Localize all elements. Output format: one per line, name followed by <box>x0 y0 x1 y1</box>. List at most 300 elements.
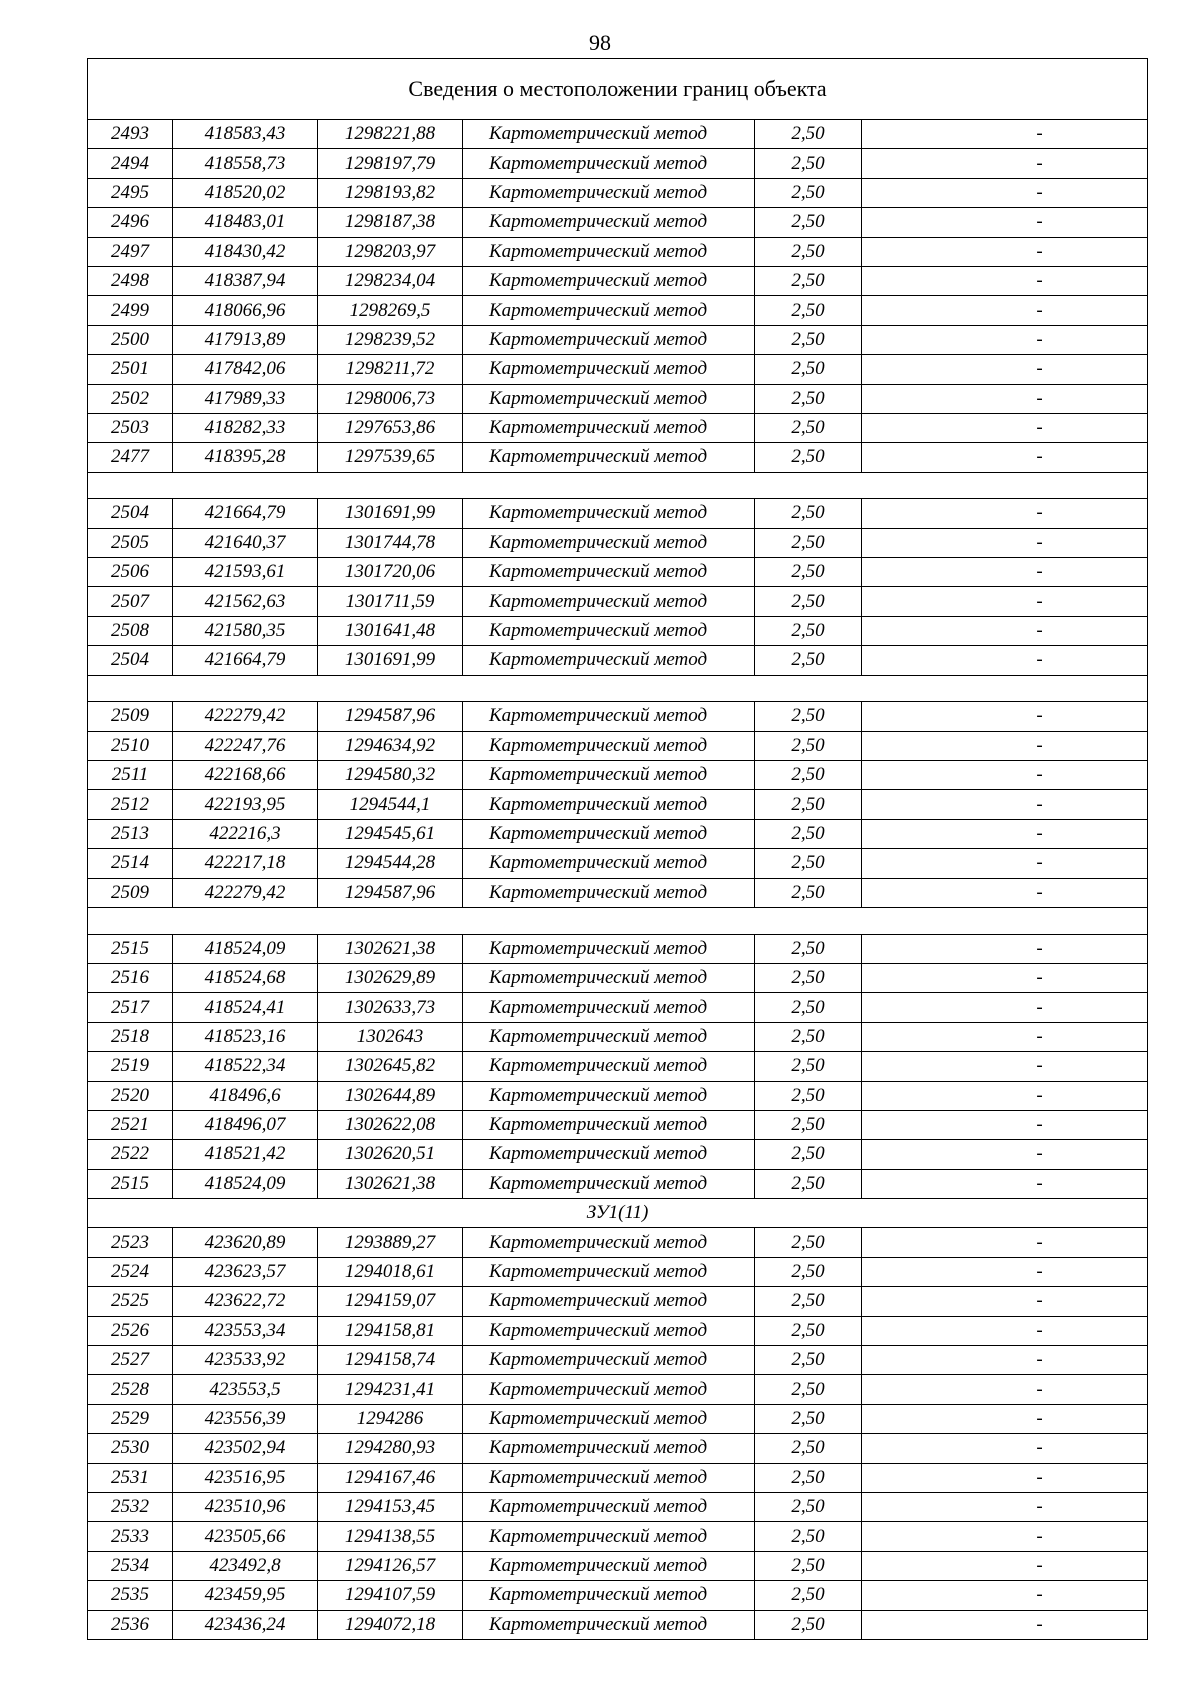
coord-y-cell: 1298187,38 <box>318 208 463 237</box>
description-cell: - <box>862 149 1148 178</box>
point-number-cell: 2522 <box>88 1140 173 1169</box>
method-cell: Картометрический метод <box>463 208 755 237</box>
coord-y-cell: 1294159,07 <box>318 1287 463 1316</box>
accuracy-cell: 2,50 <box>755 878 862 907</box>
method-cell: Картометрический метод <box>463 355 755 384</box>
table-row <box>88 499 1148 528</box>
table-row <box>88 1257 1148 1286</box>
point-number-cell: 2527 <box>88 1346 173 1375</box>
coord-x-cell: 423553,34 <box>173 1316 318 1345</box>
coord-x-cell: 423620,89 <box>173 1228 318 1257</box>
section-label: ЗУ1(11) <box>88 1199 1148 1228</box>
coord-x-cell: 418558,73 <box>173 149 318 178</box>
coord-y-cell: 1294545,61 <box>318 819 463 848</box>
coord-y-cell: 1298269,5 <box>318 296 463 325</box>
description-cell: - <box>862 499 1148 528</box>
method-cell: Картометрический метод <box>463 1022 755 1051</box>
point-number-cell: 2534 <box>88 1551 173 1580</box>
coord-y-cell: 1294158,81 <box>318 1316 463 1345</box>
accuracy-cell: 2,50 <box>755 237 862 266</box>
coord-y-cell: 1294280,93 <box>318 1434 463 1463</box>
description-cell: - <box>862 1316 1148 1345</box>
method-cell: Картометрический метод <box>463 1434 755 1463</box>
table-row <box>88 443 1148 472</box>
accuracy-cell: 2,50 <box>755 1522 862 1551</box>
method-cell: Картометрический метод <box>463 1551 755 1580</box>
accuracy-cell: 2,50 <box>755 849 862 878</box>
point-number-cell: 2533 <box>88 1522 173 1551</box>
coord-y-cell: 1297653,86 <box>318 413 463 442</box>
coord-y-cell: 1294580,32 <box>318 761 463 790</box>
coord-x-cell: 418524,09 <box>173 1169 318 1198</box>
coord-y-cell: 1298203,97 <box>318 237 463 266</box>
accuracy-cell: 2,50 <box>755 355 862 384</box>
accuracy-cell: 2,50 <box>755 587 862 616</box>
method-cell: Картометрический метод <box>463 1492 755 1521</box>
description-cell: - <box>862 528 1148 557</box>
boundary-coordinates-table <box>87 58 1148 1640</box>
table-row <box>88 1610 1148 1639</box>
coord-x-cell: 418387,94 <box>173 266 318 295</box>
coord-y-cell: 1294544,1 <box>318 790 463 819</box>
coord-x-cell: 421593,61 <box>173 558 318 587</box>
method-cell: Картометрический метод <box>463 1463 755 1492</box>
method-cell: Картометрический метод <box>463 1228 755 1257</box>
description-cell: - <box>862 1610 1148 1639</box>
coord-x-cell: 418524,41 <box>173 993 318 1022</box>
table-row <box>88 1081 1148 1110</box>
point-number-cell: 2512 <box>88 790 173 819</box>
table-row <box>88 1581 1148 1610</box>
coord-y-cell: 1302629,89 <box>318 963 463 992</box>
point-number-cell: 2504 <box>88 646 173 675</box>
accuracy-cell: 2,50 <box>755 266 862 295</box>
table-row <box>88 384 1148 413</box>
point-number-cell: 2526 <box>88 1316 173 1345</box>
table-row <box>88 413 1148 442</box>
group-separator-row <box>88 907 1148 934</box>
description-cell: - <box>862 325 1148 354</box>
point-number-cell: 2523 <box>88 1228 173 1257</box>
accuracy-cell: 2,50 <box>755 1316 862 1345</box>
description-cell: - <box>862 878 1148 907</box>
method-cell: Картометрический метод <box>463 413 755 442</box>
method-cell: Картометрический метод <box>463 558 755 587</box>
method-cell: Картометрический метод <box>463 878 755 907</box>
table-row <box>88 1052 1148 1081</box>
coord-x-cell: 418523,16 <box>173 1022 318 1051</box>
coord-x-cell: 422168,66 <box>173 761 318 790</box>
accuracy-cell: 2,50 <box>755 443 862 472</box>
method-cell: Картометрический метод <box>463 1375 755 1404</box>
description-cell: - <box>862 646 1148 675</box>
description-cell: - <box>862 587 1148 616</box>
coord-x-cell: 423533,92 <box>173 1346 318 1375</box>
point-number-cell: 2516 <box>88 963 173 992</box>
description-cell: - <box>862 1052 1148 1081</box>
table-row <box>88 1287 1148 1316</box>
group-separator-row <box>88 472 1148 499</box>
description-cell: - <box>862 702 1148 731</box>
point-number-cell: 2536 <box>88 1610 173 1639</box>
method-cell: Картометрический метод <box>463 616 755 645</box>
method-cell: Картометрический метод <box>463 1522 755 1551</box>
page-number: 98 <box>589 30 611 55</box>
description-cell: - <box>862 1169 1148 1198</box>
description-cell: - <box>862 1110 1148 1139</box>
accuracy-cell: 2,50 <box>755 413 862 442</box>
coord-y-cell: 1294167,46 <box>318 1463 463 1492</box>
method-cell: Картометрический метод <box>463 963 755 992</box>
description-cell: - <box>862 296 1148 325</box>
coord-x-cell: 417842,06 <box>173 355 318 384</box>
coord-y-cell: 1298193,82 <box>318 178 463 207</box>
coord-y-cell: 1294153,45 <box>318 1492 463 1521</box>
accuracy-cell: 2,50 <box>755 1463 862 1492</box>
method-cell: Картометрический метод <box>463 819 755 848</box>
accuracy-cell: 2,50 <box>755 1287 862 1316</box>
table-row <box>88 208 1148 237</box>
table-row <box>88 587 1148 616</box>
table-row <box>88 849 1148 878</box>
accuracy-cell: 2,50 <box>755 1257 862 1286</box>
table-row <box>88 1022 1148 1051</box>
coord-x-cell: 418522,34 <box>173 1052 318 1081</box>
table-row <box>88 616 1148 645</box>
table-row <box>88 731 1148 760</box>
coord-y-cell: 1302621,38 <box>318 934 463 963</box>
coord-y-cell: 1294018,61 <box>318 1257 463 1286</box>
accuracy-cell: 2,50 <box>755 296 862 325</box>
point-number-cell: 2515 <box>88 1169 173 1198</box>
description-cell: - <box>862 178 1148 207</box>
accuracy-cell: 2,50 <box>755 1375 862 1404</box>
accuracy-cell: 2,50 <box>755 528 862 557</box>
table-row <box>88 325 1148 354</box>
method-cell: Картометрический метод <box>463 120 755 149</box>
description-cell: - <box>862 413 1148 442</box>
coord-x-cell: 423623,57 <box>173 1257 318 1286</box>
point-number-cell: 2496 <box>88 208 173 237</box>
coord-x-cell: 423436,24 <box>173 1610 318 1639</box>
description-cell: - <box>862 1522 1148 1551</box>
coord-x-cell: 417913,89 <box>173 325 318 354</box>
table-row <box>88 178 1148 207</box>
description-cell: - <box>862 443 1148 472</box>
description-cell: - <box>862 963 1148 992</box>
accuracy-cell: 2,50 <box>755 120 862 149</box>
coord-x-cell: 421640,37 <box>173 528 318 557</box>
point-number-cell: 2535 <box>88 1581 173 1610</box>
description-cell: - <box>862 731 1148 760</box>
coord-x-cell: 422247,76 <box>173 731 318 760</box>
coord-x-cell: 423502,94 <box>173 1434 318 1463</box>
table-row <box>88 646 1148 675</box>
table-row <box>88 1434 1148 1463</box>
accuracy-cell: 2,50 <box>755 963 862 992</box>
accuracy-cell: 2,50 <box>755 1228 862 1257</box>
accuracy-cell: 2,50 <box>755 1346 862 1375</box>
description-cell: - <box>862 558 1148 587</box>
table-row <box>88 558 1148 587</box>
point-number-cell: 2521 <box>88 1110 173 1139</box>
method-cell: Картометрический метод <box>463 1346 755 1375</box>
group-separator-row <box>88 675 1148 702</box>
description-cell: - <box>862 1551 1148 1580</box>
point-number-cell: 2504 <box>88 499 173 528</box>
description-cell: - <box>862 1404 1148 1433</box>
table-row <box>88 355 1148 384</box>
coord-y-cell: 1298234,04 <box>318 266 463 295</box>
method-cell: Картометрический метод <box>463 443 755 472</box>
point-number-cell: 2498 <box>88 266 173 295</box>
point-number-cell: 2532 <box>88 1492 173 1521</box>
coord-y-cell: 1294587,96 <box>318 702 463 731</box>
table-row <box>88 1346 1148 1375</box>
description-cell: - <box>862 790 1148 819</box>
coord-y-cell: 1301744,78 <box>318 528 463 557</box>
table-row <box>88 1140 1148 1169</box>
table-row <box>88 1228 1148 1257</box>
coord-x-cell: 418524,09 <box>173 934 318 963</box>
method-cell: Картометрический метод <box>463 1110 755 1139</box>
coord-x-cell: 422217,18 <box>173 849 318 878</box>
description-cell: - <box>862 1463 1148 1492</box>
group-separator <box>88 907 1148 934</box>
accuracy-cell: 2,50 <box>755 1052 862 1081</box>
coord-y-cell: 1297539,65 <box>318 443 463 472</box>
accuracy-cell: 2,50 <box>755 646 862 675</box>
point-number-cell: 2515 <box>88 934 173 963</box>
point-number-cell: 2505 <box>88 528 173 557</box>
method-cell: Картометрический метод <box>463 702 755 731</box>
coord-y-cell: 1302621,38 <box>318 1169 463 1198</box>
accuracy-cell: 2,50 <box>755 1110 862 1139</box>
point-number-cell: 2503 <box>88 413 173 442</box>
method-cell: Картометрический метод <box>463 237 755 266</box>
method-cell: Картометрический метод <box>463 849 755 878</box>
point-number-cell: 2514 <box>88 849 173 878</box>
method-cell: Картометрический метод <box>463 587 755 616</box>
point-number-cell: 2494 <box>88 149 173 178</box>
coord-y-cell: 1301691,99 <box>318 646 463 675</box>
coord-x-cell: 422193,95 <box>173 790 318 819</box>
description-cell: - <box>862 616 1148 645</box>
coord-x-cell: 423459,95 <box>173 1581 318 1610</box>
accuracy-cell: 2,50 <box>755 1169 862 1198</box>
table-row <box>88 1551 1148 1580</box>
coord-y-cell: 1298211,72 <box>318 355 463 384</box>
accuracy-cell: 2,50 <box>755 761 862 790</box>
method-cell: Картометрический метод <box>463 934 755 963</box>
table-row <box>88 528 1148 557</box>
method-cell: Картометрический метод <box>463 761 755 790</box>
table-row <box>88 1316 1148 1345</box>
method-cell: Картометрический метод <box>463 325 755 354</box>
coord-y-cell: 1302644,89 <box>318 1081 463 1110</box>
point-number-cell: 2500 <box>88 325 173 354</box>
table-row <box>88 120 1148 149</box>
table-row <box>88 149 1148 178</box>
description-cell: - <box>862 1287 1148 1316</box>
coord-y-cell: 1294587,96 <box>318 878 463 907</box>
group-separator <box>88 675 1148 702</box>
description-cell: - <box>862 1434 1148 1463</box>
coord-x-cell: 418583,43 <box>173 120 318 149</box>
accuracy-cell: 2,50 <box>755 1140 862 1169</box>
description-cell: - <box>862 849 1148 878</box>
point-number-cell: 2477 <box>88 443 173 472</box>
description-cell: - <box>862 208 1148 237</box>
coord-y-cell: 1302645,82 <box>318 1052 463 1081</box>
coord-y-cell: 1298006,73 <box>318 384 463 413</box>
group-separator <box>88 472 1148 499</box>
point-number-cell: 2513 <box>88 819 173 848</box>
point-number-cell: 2507 <box>88 587 173 616</box>
point-number-cell: 2518 <box>88 1022 173 1051</box>
accuracy-cell: 2,50 <box>755 1492 862 1521</box>
point-number-cell: 2497 <box>88 237 173 266</box>
coord-y-cell: 1298221,88 <box>318 120 463 149</box>
accuracy-cell: 2,50 <box>755 616 862 645</box>
coord-y-cell: 1298239,52 <box>318 325 463 354</box>
point-number-cell: 2520 <box>88 1081 173 1110</box>
section-header-row <box>88 1199 1148 1228</box>
method-cell: Картометрический метод <box>463 993 755 1022</box>
accuracy-cell: 2,50 <box>755 558 862 587</box>
point-number-cell: 2508 <box>88 616 173 645</box>
method-cell: Картометрический метод <box>463 1287 755 1316</box>
coord-y-cell: 1294072,18 <box>318 1610 463 1639</box>
method-cell: Картометрический метод <box>463 1610 755 1639</box>
coord-y-cell: 1294634,92 <box>318 731 463 760</box>
method-cell: Картометрический метод <box>463 1081 755 1110</box>
coord-y-cell: 1294544,28 <box>318 849 463 878</box>
accuracy-cell: 2,50 <box>755 208 862 237</box>
coord-x-cell: 423492,8 <box>173 1551 318 1580</box>
accuracy-cell: 2,50 <box>755 702 862 731</box>
point-number-cell: 2493 <box>88 120 173 149</box>
coord-x-cell: 422279,42 <box>173 878 318 907</box>
method-cell: Картометрический метод <box>463 731 755 760</box>
method-cell: Картометрический метод <box>463 384 755 413</box>
table-row <box>88 934 1148 963</box>
coord-y-cell: 1294126,57 <box>318 1551 463 1580</box>
coord-x-cell: 423516,95 <box>173 1463 318 1492</box>
method-cell: Картометрический метод <box>463 790 755 819</box>
method-cell: Картометрический метод <box>463 1581 755 1610</box>
coord-x-cell: 418496,6 <box>173 1081 318 1110</box>
coord-y-cell: 1302643 <box>318 1022 463 1051</box>
description-cell: - <box>862 1140 1148 1169</box>
table-row <box>88 1492 1148 1521</box>
coord-x-cell: 423505,66 <box>173 1522 318 1551</box>
accuracy-cell: 2,50 <box>755 325 862 354</box>
table-title: Сведения о местоположении границ объекта <box>88 59 1148 120</box>
coord-y-cell: 1298197,79 <box>318 149 463 178</box>
description-cell: - <box>862 1492 1148 1521</box>
accuracy-cell: 2,50 <box>755 1551 862 1580</box>
table-row <box>88 1522 1148 1551</box>
description-cell: - <box>862 120 1148 149</box>
method-cell: Картометрический метод <box>463 178 755 207</box>
coord-x-cell: 422216,3 <box>173 819 318 848</box>
description-cell: - <box>862 1581 1148 1610</box>
coord-x-cell: 422279,42 <box>173 702 318 731</box>
table-row <box>88 878 1148 907</box>
point-number-cell: 2495 <box>88 178 173 207</box>
accuracy-cell: 2,50 <box>755 1581 862 1610</box>
coord-x-cell: 418282,33 <box>173 413 318 442</box>
description-cell: - <box>862 355 1148 384</box>
method-cell: Картометрический метод <box>463 528 755 557</box>
accuracy-cell: 2,50 <box>755 934 862 963</box>
table-row <box>88 1463 1148 1492</box>
point-number-cell: 2528 <box>88 1375 173 1404</box>
point-number-cell: 2502 <box>88 384 173 413</box>
point-number-cell: 2529 <box>88 1404 173 1433</box>
table-row <box>88 790 1148 819</box>
description-cell: - <box>862 819 1148 848</box>
accuracy-cell: 2,50 <box>755 731 862 760</box>
coord-x-cell: 418521,42 <box>173 1140 318 1169</box>
coord-y-cell: 1294231,41 <box>318 1375 463 1404</box>
accuracy-cell: 2,50 <box>755 1434 862 1463</box>
coord-x-cell: 421562,63 <box>173 587 318 616</box>
description-cell: - <box>862 1346 1148 1375</box>
description-cell: - <box>862 1022 1148 1051</box>
coord-x-cell: 418395,28 <box>173 443 318 472</box>
method-cell: Картометрический метод <box>463 1169 755 1198</box>
table-row <box>88 702 1148 731</box>
table-row <box>88 1375 1148 1404</box>
coord-x-cell: 423553,5 <box>173 1375 318 1404</box>
coord-y-cell: 1294286 <box>318 1404 463 1433</box>
point-number-cell: 2519 <box>88 1052 173 1081</box>
coord-x-cell: 423622,72 <box>173 1287 318 1316</box>
coord-y-cell: 1302633,73 <box>318 993 463 1022</box>
accuracy-cell: 2,50 <box>755 819 862 848</box>
coord-x-cell: 421664,79 <box>173 499 318 528</box>
coord-y-cell: 1301691,99 <box>318 499 463 528</box>
description-cell: - <box>862 761 1148 790</box>
description-cell: - <box>862 934 1148 963</box>
point-number-cell: 2524 <box>88 1257 173 1286</box>
accuracy-cell: 2,50 <box>755 790 862 819</box>
description-cell: - <box>862 237 1148 266</box>
coord-x-cell: 417989,33 <box>173 384 318 413</box>
table-row <box>88 963 1148 992</box>
coord-x-cell: 418524,68 <box>173 963 318 992</box>
method-cell: Картометрический метод <box>463 646 755 675</box>
coord-x-cell: 423510,96 <box>173 1492 318 1521</box>
coord-y-cell: 1294158,74 <box>318 1346 463 1375</box>
accuracy-cell: 2,50 <box>755 1610 862 1639</box>
coord-y-cell: 1294138,55 <box>318 1522 463 1551</box>
description-cell: - <box>862 1228 1148 1257</box>
accuracy-cell: 2,50 <box>755 1404 862 1433</box>
point-number-cell: 2499 <box>88 296 173 325</box>
point-number-cell: 2509 <box>88 702 173 731</box>
coord-x-cell: 421664,79 <box>173 646 318 675</box>
accuracy-cell: 2,50 <box>755 993 862 1022</box>
description-cell: - <box>862 266 1148 295</box>
method-cell: Картометрический метод <box>463 1052 755 1081</box>
point-number-cell: 2517 <box>88 993 173 1022</box>
description-cell: - <box>862 384 1148 413</box>
accuracy-cell: 2,50 <box>755 499 862 528</box>
coord-y-cell: 1293889,27 <box>318 1228 463 1257</box>
